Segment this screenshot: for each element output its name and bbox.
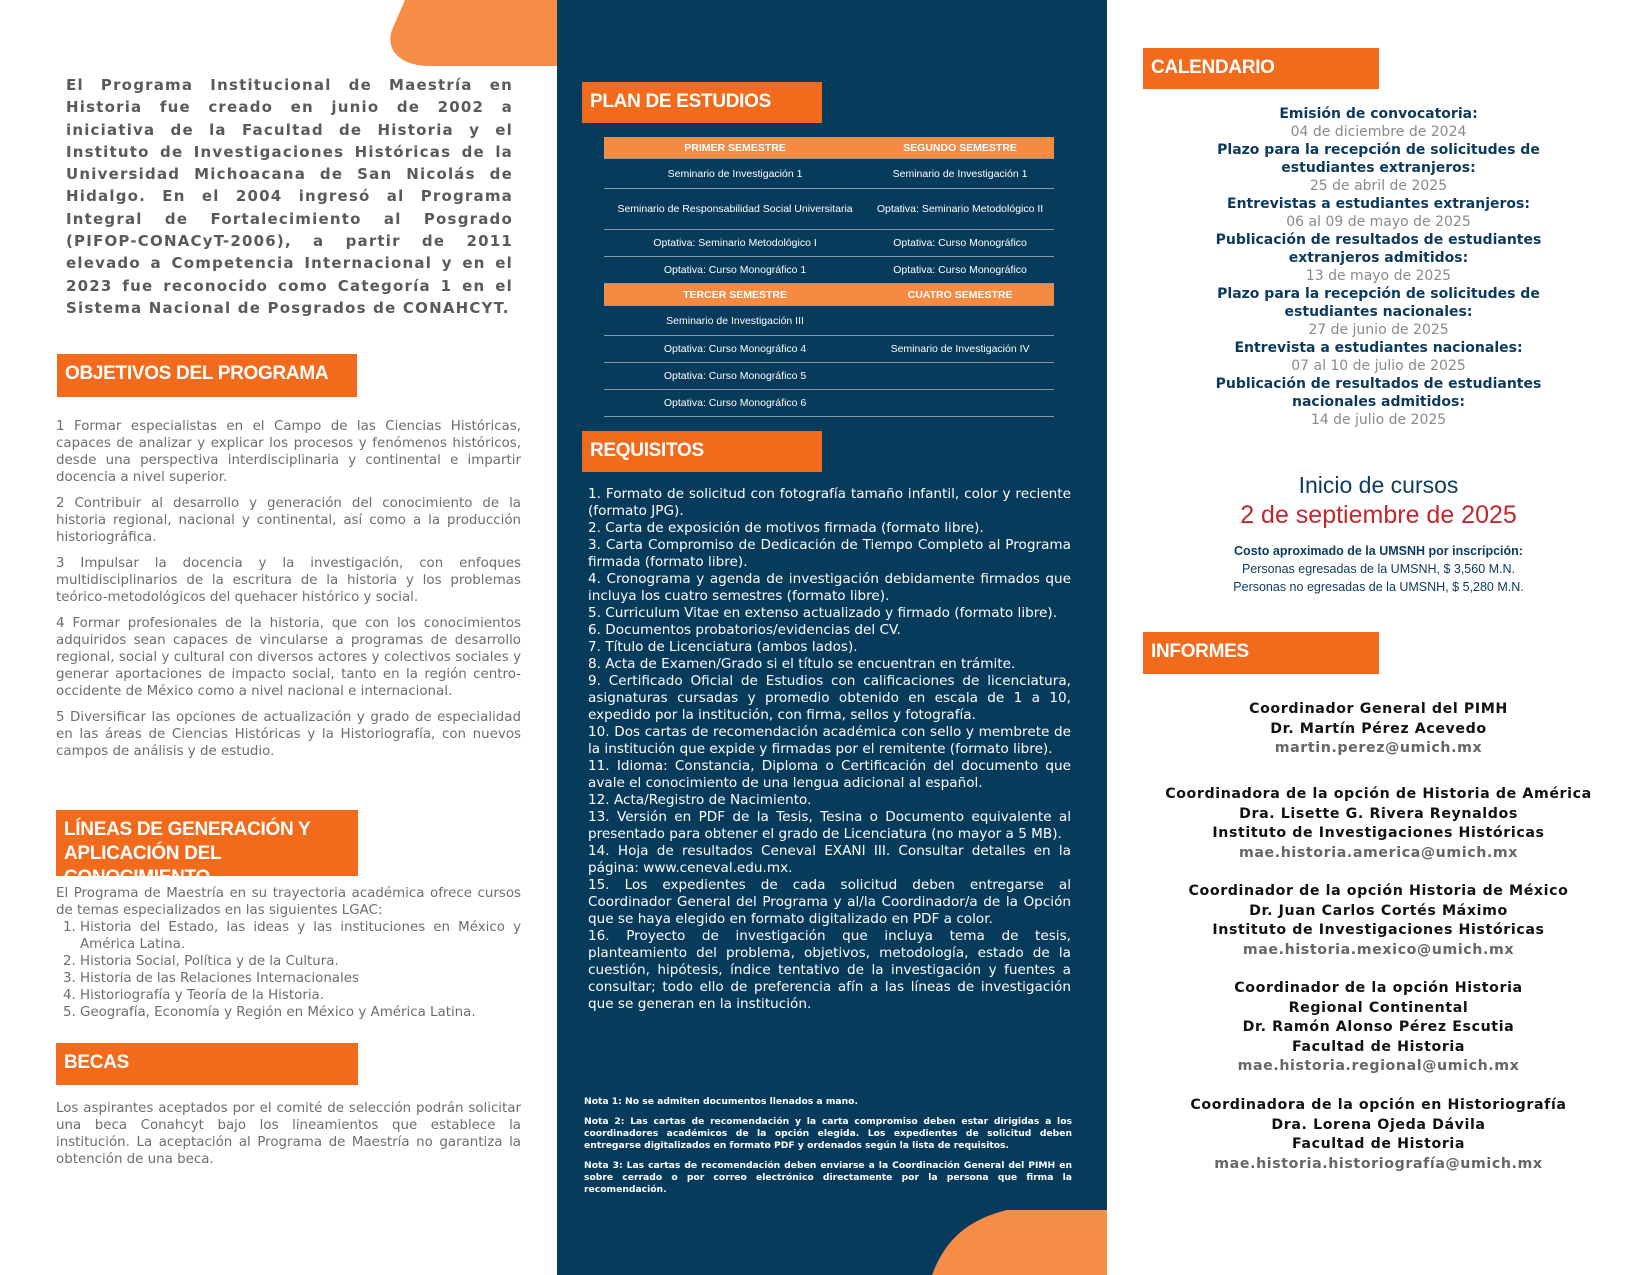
requisito-item: 15. Los expedientes de cada solicitud deben entregarse al Coordinador General del Programa y al/la Coordinador/a de la Opción que se haya elegido en formato digitalizado en PDF a color. (588, 877, 1071, 927)
requisito-item: 16. Proyecto de investigación que incluya tema de tesis, planteamiento del problema, objetivos, metodología, estado de la cuestión, hipótesis, índice tentativo de la investigación y fuentes a consultar; todo ello de preferencia afín a las líneas de investigación que se generan en la institución. (588, 928, 1071, 1012)
informes-header: INFORMES (1143, 632, 1379, 674)
lgac-item: 5. Geografía, Economía y Región en México y América Latina. (80, 1004, 521, 1021)
inicio-label: Inicio de cursos (1298, 472, 1459, 498)
contact-email[interactable]: mae.historia.america@umich.mx (1238, 844, 1519, 861)
requisitos-header: REQUISITOS (582, 431, 822, 472)
inicio-cursos (1107, 470, 1650, 531)
lineas-intro: El Programa de Maestría en su trayectoria académica ofrece cursos de temas especializados en las siguientes LGAC: (56, 886, 521, 918)
lineas-header (56, 810, 358, 888)
plan-header: PLAN DE ESTUDIOS (582, 82, 822, 123)
event-date: 14 de julio de 2025 (1310, 412, 1447, 428)
contact-role: Coordinador de la opción Historia de México (1188, 883, 1569, 899)
contact-role: Coordinadora de la opción en Historiografía (1190, 1097, 1567, 1113)
objetivo-item: 2 Contribuir al desarrollo y generación del conocimiento de la historia regional, nacional y continental, así como a la producción historiográfica. (56, 496, 521, 545)
objetivos-list (56, 418, 521, 769)
requisito-item: 9. Certificado Oficial de Estudios con calificaciones de licenciatura, asignaturas cursadas y promedio obtenido en escala de 1 a 10, expedido por la institución, con firma, sellos y fotografía. (588, 673, 1071, 723)
requisito-item: 14. Hoja de resultados Ceneval EXANI III. Consultar detalles en la página: www.ceneval.edu.mx. (588, 843, 1071, 876)
contact-name: Dr. Juan Carlos Cortés Máximo (1249, 902, 1508, 919)
event-label: Entrevista a estudiantes nacionales: (1234, 340, 1523, 356)
plan-table (604, 137, 1054, 417)
lgac-list (56, 919, 521, 1021)
contact-email[interactable]: mae.historia.historiografía@umich.mx (1214, 1155, 1543, 1172)
contact-name: Dra. Lisette G. Rivera Reynaldos (1239, 805, 1518, 822)
lineas-title-1: LÍNEAS DE GENERACIÓN Y (64, 819, 311, 840)
course-cell: Seminario de Investigación 1 (866, 159, 1054, 189)
course-cell: Optativa: Curso Monográfico (866, 230, 1054, 257)
left-panel (0, 0, 560, 1275)
requisito-item: 1. Formato de solicitud con fotografía tamaño infantil, color y reciente (formato JPG). (588, 486, 1071, 519)
event-label: Entrevistas a estudiantes extranjeros: (1227, 196, 1530, 212)
event-date: 13 de mayo de 2025 (1305, 268, 1452, 284)
requisito-item: 11. Idioma: Constancia, Diploma o Certificación del documento que avale el conocimiento de una lengua adicional al español. (588, 758, 1071, 791)
objetivo-item: 4 Formar profesionales de la historia, que con los conocimientos adquiridos sean capaces de vincularse a programas de desarrollo regional, social y cultural con diversos actores y colectivos sociales y generar aportaciones de impacto social, tanto en la región centro-occidente de México como a nivel nacional e internacional. (56, 616, 521, 699)
semester-header: CUATRO SEMESTRE (866, 284, 1054, 306)
requisito-item: 8. Acta de Examen/Grado si el título se encuentran en trámite. (588, 656, 1016, 672)
event-date: 07 al 10 de julio de 2025 (1291, 358, 1466, 374)
event-label: Publicación de resultados de estudiantes nacionales admitidos: (1215, 376, 1542, 410)
contact-role: Coordinador General del PIMH (1249, 701, 1508, 717)
course-cell: Seminario de Responsabilidad Social Universitaria (604, 189, 866, 230)
objetivos-header: OBJETIVOS DEL PROGRAMA (57, 354, 357, 397)
calendario-header: CALENDARIO (1143, 48, 1379, 89)
note: Nota 1: No se admiten documentos llenados a mano. (584, 1096, 858, 1107)
objetivo-item: 5 Diversificar las opciones de actualización y grado de especialidad en las áreas de Ciencias Históricas y la Historiografía, con nuevos campos de análisis y de estudio. (56, 710, 521, 759)
lgac-item: 3. Historia de las Relaciones Internacionales (80, 970, 521, 987)
course-cell: Optativa: Curso Monográfico 6 (604, 390, 866, 417)
contact-name: Dr. Ramón Alonso Pérez Escutia (1242, 1019, 1515, 1035)
lineas-section (56, 885, 521, 1021)
contact-block (1107, 700, 1650, 759)
contact-institution: Facultad de Historia (1291, 1038, 1466, 1055)
becas-text: Los aspirantes aceptados por el comité de selección podrán solicitar una beca Conahcyt bajo los lineamientos que establece la institución. La aceptación al Programa de Maestría no garantiza la obtención de una beca. (56, 1101, 521, 1167)
calendar-list (1107, 105, 1650, 429)
course-cell (866, 306, 1054, 336)
contact-block (1107, 1096, 1650, 1174)
requisito-item: 13. Versión en PDF de la Tesis, Tesina o Documento equivalente al presentado para obtener el grado de Licenciatura (no mayor a 5 MB). (588, 809, 1071, 842)
requisitos-list (588, 486, 1071, 1013)
contact-institution: Instituto de Investigaciones Históricas (1212, 922, 1545, 938)
requisito-item: 6. Documentos probatorios/evidencias del CV. (588, 622, 901, 638)
requisito-item: 3. Carta Compromiso de Dedicación de Tiempo Completo al Programa firmada (formato libre). (588, 537, 1071, 570)
course-cell: Seminario de Investigación 1 (604, 159, 866, 189)
inicio-date: 2 de septiembre de 2025 (1240, 501, 1517, 529)
requisito-item: 4. Cronograma y agenda de investigación debidamente firmados que incluya los cuatro semestres (formato libre). (588, 571, 1071, 604)
costo-title: Costo aproximado de la UMSNH por inscripción: (1234, 544, 1523, 558)
requisito-item: 2. Carta de exposición de motivos firmada (formato libre). (588, 520, 984, 536)
costo-section (1107, 542, 1650, 596)
contact-institution: Instituto de Investigaciones Históricas (1212, 825, 1545, 841)
contact-email[interactable]: mae.historia.regional@umich.mx (1237, 1058, 1520, 1074)
requisito-item: 5. Curriculum Vitae en extenso actualizado y firmado (formato libre). (588, 605, 1058, 621)
note: Nota 2: Las cartas de recomendación y la carta compromiso deben estar dirigidas a los coordinadores académicos de la opción elegida. Los expedientes de solicitud deben entregarse digitalizados en formato PDF y ordenados según la lista de requisitos. (584, 1116, 1072, 1151)
contact-email[interactable]: mae.historia.mexico@umich.mx (1242, 941, 1515, 958)
contact-name: Dra. Lorena Ojeda Dávila (1271, 1116, 1486, 1133)
lgac-item: 1. Historia del Estado, las ideas y las instituciones en México y América Latina. (80, 919, 521, 953)
contact-role: Coordinador de la opción Historia Regional Continental (1234, 980, 1523, 1016)
course-cell (866, 363, 1054, 390)
semester-header: PRIMER SEMESTRE (604, 137, 866, 159)
middle-panel (557, 0, 1107, 1275)
event-date: 06 al 09 de mayo de 2025 (1286, 214, 1471, 230)
course-cell: Seminario de Investigación IV (866, 336, 1054, 363)
requisito-item: 12. Acta/Registro de Nacimiento. (588, 792, 812, 808)
requisitos-notes (584, 1096, 1072, 1204)
contact-block (1107, 785, 1650, 863)
note: Nota 3: Las cartas de recomendación deben enviarse a la Coordinación General del PIMH en sobre cerrado o por correo electrónico directamente por la persona que firma la recomendación. (584, 1160, 1072, 1195)
requisito-item: 10. Dos cartas de recomendación académica con sello y membrete de la institución que expide y firmadas por el remitente (formato libre). (588, 724, 1071, 757)
objetivo-item: 3 Impulsar la docencia y la investigación, con enfoques multidisciplinarios de la escritura de la historia y los problemas teórico-metodológicos del quehacer histórico y social. (56, 556, 521, 605)
requisito-item: 7. Título de Licenciatura (ambos lados). (588, 639, 858, 655)
course-cell (866, 390, 1054, 417)
right-panel (1107, 0, 1650, 1275)
course-cell: Optativa: Seminario Metodológico II (866, 189, 1054, 230)
contact-role: Coordinadora de la opción de Historia de América (1165, 786, 1592, 802)
event-date: 27 de junio de 2025 (1308, 322, 1449, 338)
event-date: 25 de abril de 2025 (1309, 178, 1448, 194)
lgac-item: 4. Historiografía y Teoría de la Historia. (80, 987, 521, 1004)
contact-institution: Facultad de Historia (1291, 1136, 1466, 1152)
lgac-item: 2. Historia Social, Política y de la Cultura. (80, 953, 521, 970)
event-label: Plazo para la recepción de solicitudes de estudiantes extranjeros: (1217, 142, 1540, 176)
contact-block (1107, 882, 1650, 960)
event-label: Plazo para la recepción de solicitudes de estudiantes nacionales: (1217, 286, 1540, 320)
costo-egresados: Personas egresadas de la UMSNH, $ 3,560 M.N. (1241, 562, 1516, 576)
lineas-title-2: APLICACIÓN DEL CONOCIMIENTO (64, 843, 221, 888)
objetivo-item: 1 Formar especialistas en el Campo de las Ciencias Históricas, capaces de analizar y explicar los procesos y fenómenos históricos, desde una perspectiva interdisciplinaria y continental e impartir docencia a nivel superior. (56, 419, 521, 485)
contact-name: Dr. Martín Pérez Acevedo (1270, 720, 1487, 737)
program-intro: El Programa Institucional de Maestría en Historia fue creado en junio de 2002 a iniciativa de la Facultad de Historia y el Instituto de Investigaciones Históricas de la Universidad Michoacana de San Nicolás de Hidalgo. En el 2004 ingresó al Programa Integral de Fortalecimiento al Posgrado (PIFOP-CONACyT-2006), a partir de 2011 elevado a Competencia Internacional y en el 2023 fue reconocido como Categoría 1 en el Sistema Nacional de Posgrados de CONAHCYT. (66, 76, 513, 317)
course-cell: Optativa: Curso Monográfico 4 (604, 336, 866, 363)
course-cell: Optativa: Seminario Metodológico I (604, 230, 866, 257)
course-cell: Optativa: Curso Monográfico 1 (604, 257, 866, 284)
course-cell: Optativa: Curso Monográfico 5 (604, 363, 866, 390)
course-cell: Seminario de Investigación III (604, 306, 866, 336)
semester-header: SEGUNDO SEMESTRE (866, 137, 1054, 159)
becas-header: BECAS (56, 1043, 358, 1085)
contact-block (1107, 979, 1650, 1077)
contact-email[interactable]: martin.perez@umich.mx (1274, 740, 1483, 756)
event-date: 04 de diciembre de 2024 (1290, 124, 1467, 140)
semester-header: TERCER SEMESTRE (604, 284, 866, 306)
event-label: Publicación de resultados de estudiantes extranjeros admitidos: (1215, 232, 1542, 266)
course-cell: Optativa: Curso Monográfico (866, 257, 1054, 284)
costo-no-egresados: Personas no egresadas de la UMSNH, $ 5,280 M.N. (1233, 580, 1524, 594)
event-label: Emisión de convocatoria: (1279, 106, 1478, 122)
